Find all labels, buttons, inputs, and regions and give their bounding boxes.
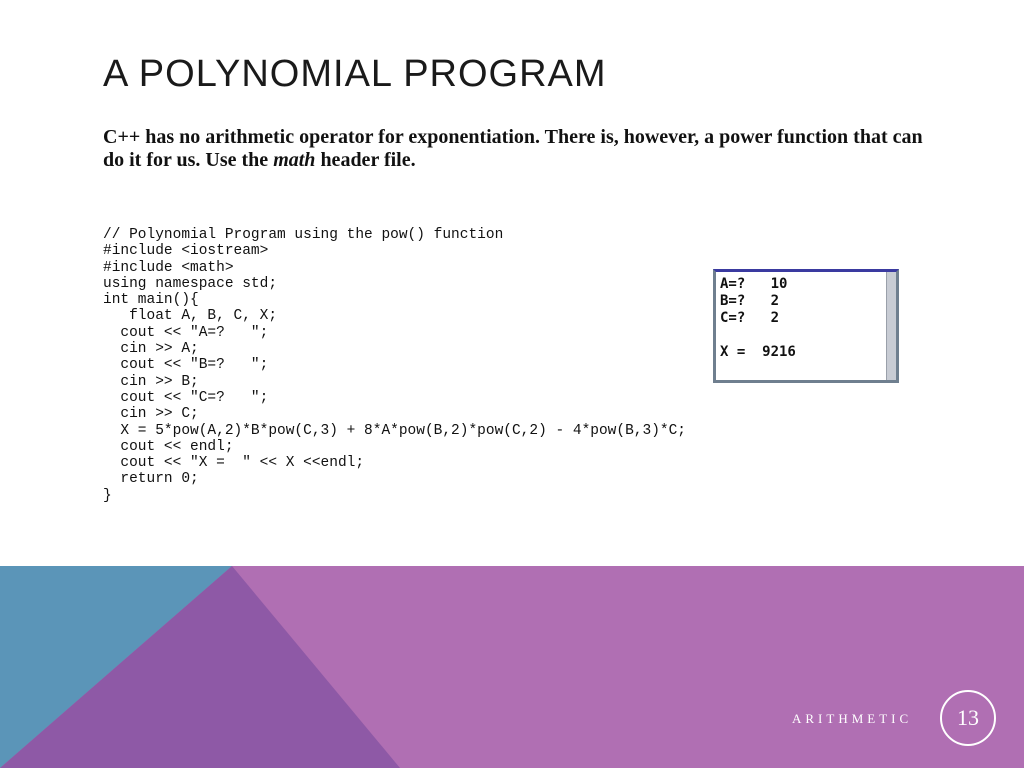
console-scrollbar [886,272,896,380]
code-line: return 0; [103,471,199,488]
intro-paragraph [103,126,933,172]
code-line: float A, B, C, X; [103,308,278,325]
code-line: cin >> A; [103,341,199,358]
code-listing [103,227,686,504]
page-number-badge [940,690,996,746]
console-line: B=? 2 [720,293,780,309]
section-label: ARITHMETIC [792,711,913,726]
intro-emphasis: math [273,149,316,171]
code-line: #include <iostream> [103,243,269,260]
page-number: 13 [957,705,979,730]
console-line: C=? 2 [720,310,780,326]
console-output-window [713,269,899,383]
decorative-footer-band [0,566,1024,768]
intro-text-end: header file. [315,149,416,171]
code-line: int main(){ [103,292,199,309]
code-line: cout << "B=? "; [103,357,269,374]
code-line: X = 5*pow(A,2)*B*pow(C,3) + 8*A*pow(B,2)*pow(C,2) - 4*pow(B,3)*C; [103,422,686,439]
code-line: cout << endl; [103,438,234,455]
code-line: } [103,487,112,504]
code-line: // Polynomial Program using the pow() function [103,227,504,243]
code-line: cin >> C; [103,406,199,423]
intro-text-start: C++ has no arithmetic operator for exponentiation. There is, however, a power function that can do it for us. Use the [103,126,923,171]
code-line: cout << "X = " << X <<endl; [103,455,365,472]
console-line: A=? 10 [720,276,788,292]
code-line: cout << "A=? "; [103,324,269,341]
console-output-text [720,276,883,376]
code-line: #include <math> [103,259,234,276]
console-line: X = 9216 [720,344,796,360]
console-line [720,327,883,344]
code-line: cin >> B; [103,373,199,390]
code-line: using namespace std; [103,275,278,292]
slide-title: A POLYNOMIAL PROGRAM [103,53,607,95]
code-line: cout << "C=? "; [103,389,269,406]
